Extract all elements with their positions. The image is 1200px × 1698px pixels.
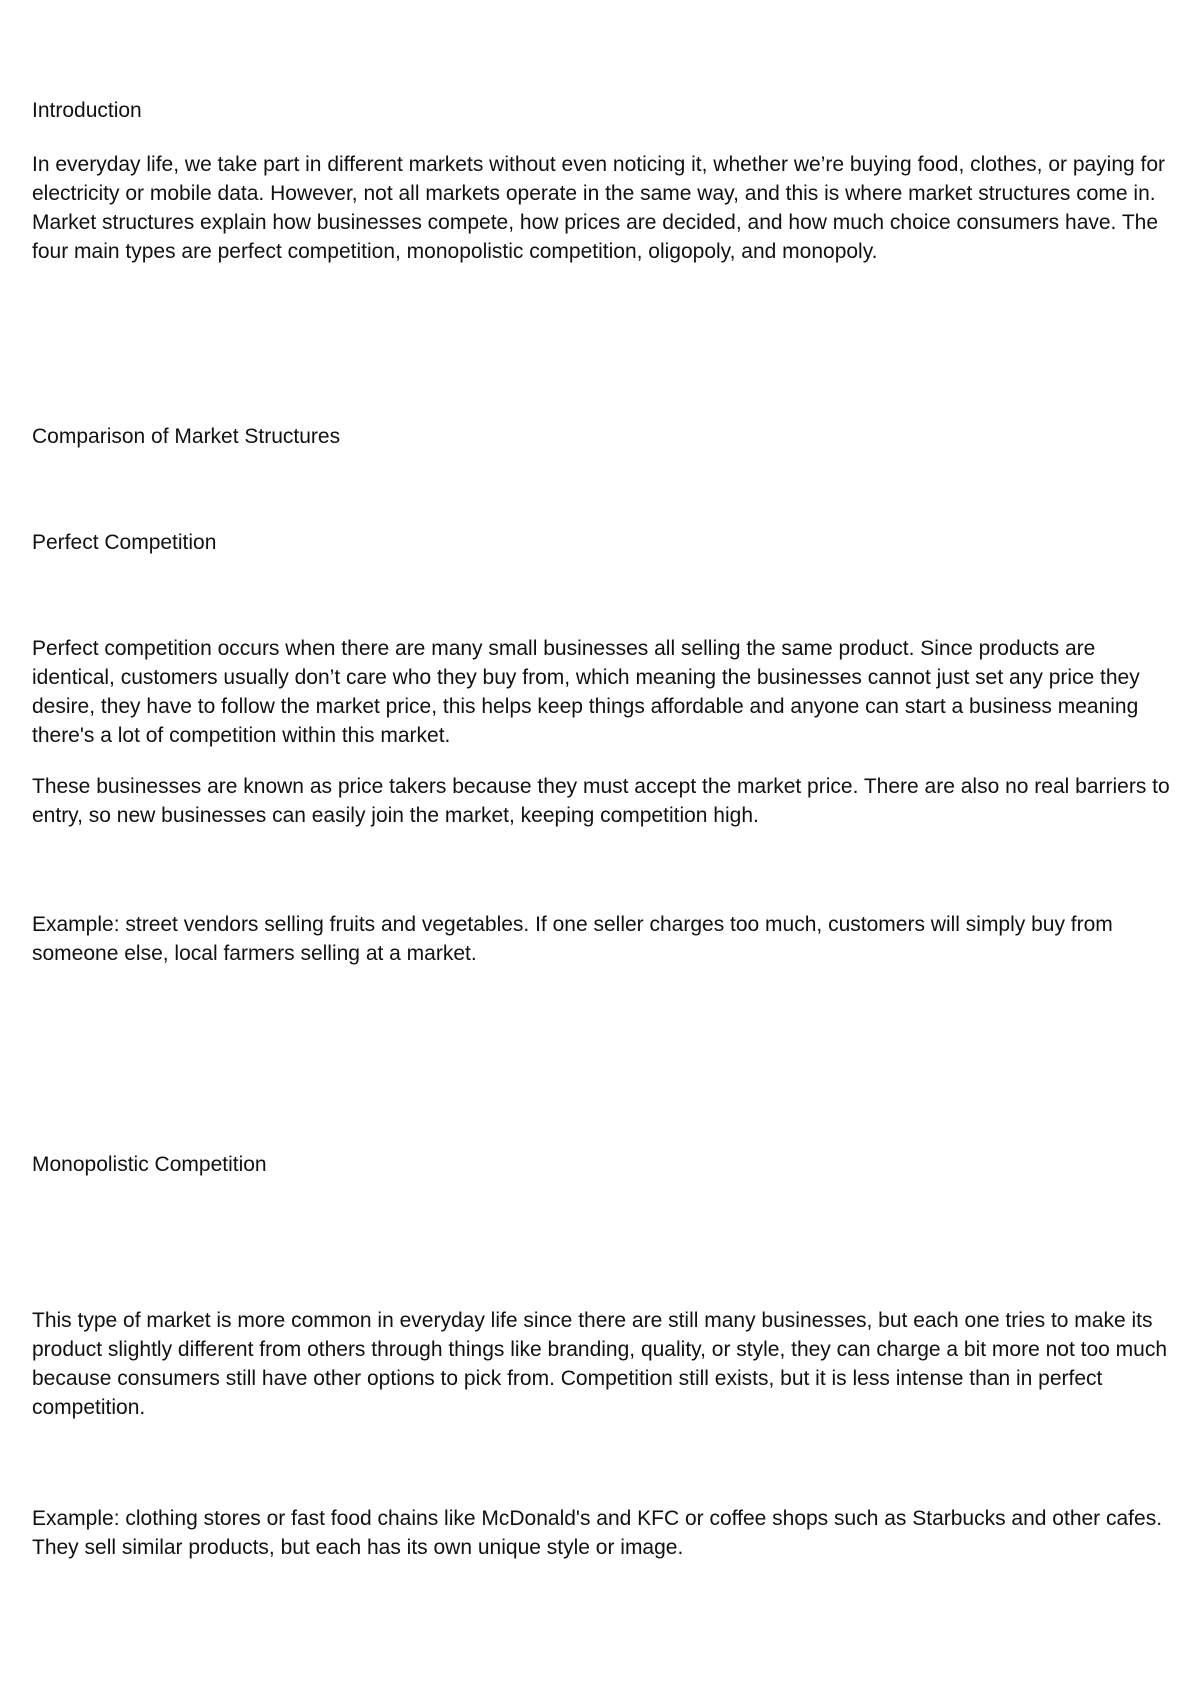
monopolistic-competition-paragraph-1: This type of market is more common in everyday life since there are still many businesses, but each one tries to make its product slightly different from others through things like branding, quality, or style, they can charge a bit more not too much because consumers still have other options to pick from. Competition still exists, but it is less intense than in perfect competition.: [32, 1309, 1167, 1419]
perfect-competition-heading: Perfect Competition: [32, 531, 217, 554]
perfect-competition-paragraph-2: These businesses are known as price takers because they must accept the market price. There are also no real barriers to entry, so new businesses can easily join the market, keeping competition high.: [32, 775, 1170, 827]
intro-heading: Introduction: [32, 99, 142, 122]
perfect-competition-example: Example: street vendors selling fruits and vegetables. If one seller charges too much, customers will simply buy from someone else, local farmers selling at a market.: [32, 913, 1113, 965]
monopolistic-competition-example: Example: clothing stores or fast food chains like McDonald's and KFC or coffee shops such as Starbucks and other cafes. They sell similar products, but each has its own unique style or image.: [32, 1507, 1163, 1559]
perfect-competition-paragraph-1: Perfect competition occurs when there are many small businesses all selling the same product. Since products are identical, customers usually don’t care who they buy from, which meaning the businesses cannot just set any price they desire, they have to follow the market price, this helps keep things affordable and anyone can start a business meaning there's a lot of competition within this market.: [32, 637, 1140, 747]
intro-paragraph: In everyday life, we take part in different markets without even noticing it, whether we’re buying food, clothes, or paying for electricity or mobile data. However, not all markets operate in the same way, and this is where market structures come in. Market structures explain how businesses compete, how prices are decided, and how much choice consumers have. The four main types are perfect competition, monopolistic competition, oligopoly, and monopoly.: [32, 153, 1166, 263]
monopolistic-competition-heading: Monopolistic Competition: [32, 1153, 267, 1176]
comparison-heading: Comparison of Market Structures: [32, 425, 341, 448]
